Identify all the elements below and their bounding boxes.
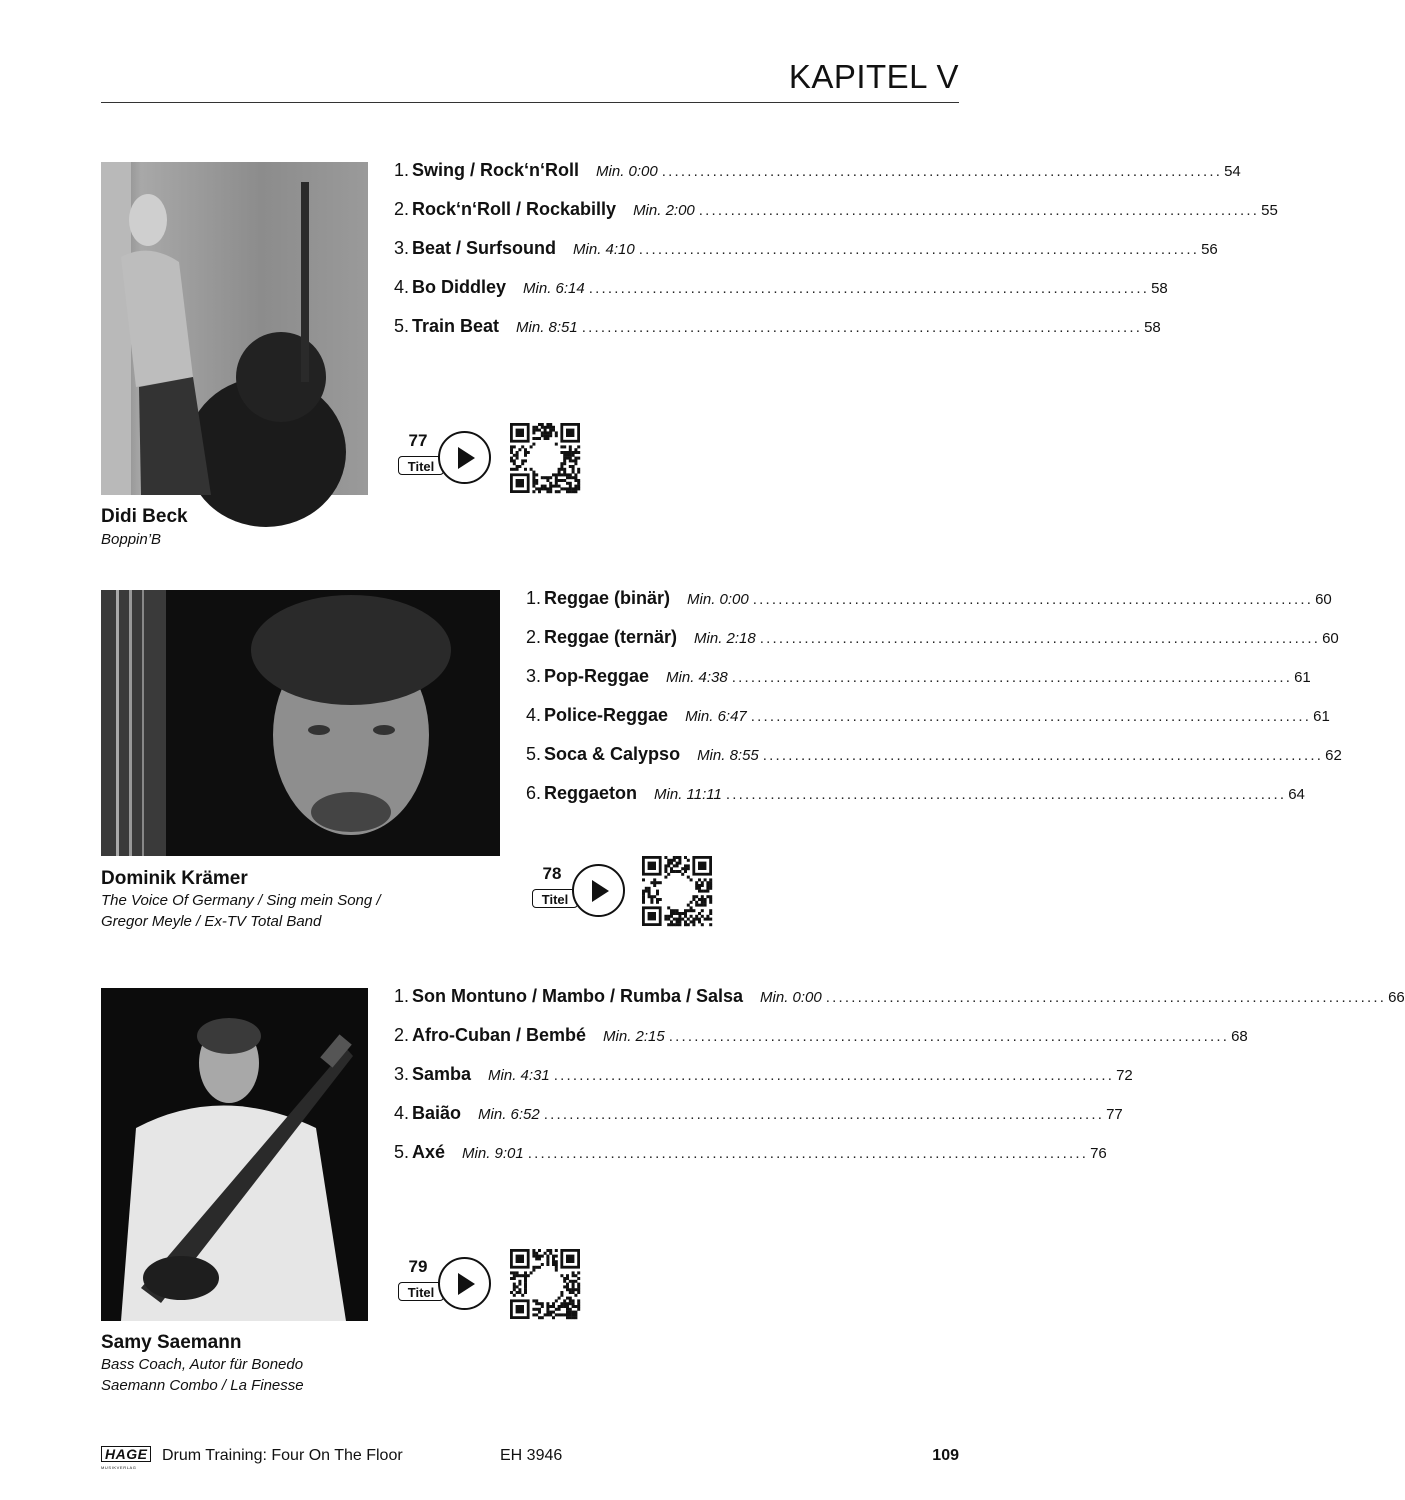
photo-dominik-kraemer [101,590,500,856]
dot-leader: ........................................................................................ [825,989,1387,1006]
track-item[interactable] [394,986,1405,1007]
person-name: Dominik Krämer [101,868,248,889]
track-title: Reggae (ternär) [544,627,678,647]
page-ref: 76 [1090,1145,1107,1162]
dot-leader: ........................................................................................ [638,241,1200,258]
photo-didi-beck [101,162,368,495]
track-item[interactable] [526,666,1311,687]
track-title: Soca & Calypso [544,744,681,764]
track-number: 1. [394,160,410,180]
page-ref: 58 [1151,280,1168,297]
track-title: Police-Reggae [544,705,669,725]
audio-player-button[interactable] [398,431,494,487]
track-number: 3. [526,666,542,686]
track-time: Min. 9:01 [462,1145,524,1162]
track-title: Son Montuno / Mambo / Rumba / Salsa [412,986,744,1006]
role-line: Boppin’B [101,531,162,548]
track-time: Min. 4:38 [666,669,728,686]
publisher-logo [101,1446,153,1468]
track-time: Min. 6:14 [523,280,585,297]
dot-leader: ........................................................................................ [698,202,1260,219]
role-line: Bass Coach, Autor für Bonedo [101,1356,304,1373]
track-number: 5. [394,1142,410,1162]
track-time: Min. 8:51 [516,319,578,336]
titel-badge: Titel [398,1282,444,1301]
play-icon[interactable] [438,1257,491,1310]
track-item[interactable] [526,783,1305,804]
qr-code[interactable] [642,856,712,926]
page-number: 109 [932,1447,959,1464]
track-item[interactable] [394,316,1161,337]
role-line: Gregor Meyle / Ex-TV Total Band [101,913,322,930]
page-ref: 72 [1116,1067,1133,1084]
audio-player-button[interactable] [398,1257,494,1313]
photo-samy-saemann [101,988,368,1321]
dot-leader: ........................................................................................ [543,1106,1105,1123]
track-item[interactable] [526,588,1332,609]
track-title: Samba [412,1064,472,1084]
track-number: 5. [394,316,410,336]
track-count: 78 [542,864,562,883]
titel-badge: Titel [532,889,578,908]
qr-code[interactable] [510,423,580,493]
chapter-title: KAPITEL V [788,58,959,95]
play-icon[interactable] [438,431,491,484]
track-title: Train Beat [412,316,500,336]
page-ref: 61 [1294,669,1311,686]
track-title: Reggaeton [544,783,638,803]
page-ref: 61 [1313,708,1330,725]
dot-leader: ........................................................................................ [731,669,1293,686]
audio-player-button[interactable] [532,864,628,920]
track-item[interactable] [394,277,1168,298]
track-list [394,156,1278,356]
track-count: 77 [408,431,428,450]
track-time: Min. 6:52 [478,1106,540,1123]
track-number: 4. [394,277,410,297]
track-number: 5. [526,744,542,764]
track-number: 3. [394,238,410,258]
track-title: Pop-Reggae [544,666,650,686]
page-ref: 66 [1388,989,1405,1006]
dot-leader: ........................................................................................ [750,708,1312,725]
track-title: Rock‘n‘Roll / Rockabilly [412,199,617,219]
track-item[interactable] [394,199,1278,220]
track-number: 4. [526,705,542,725]
track-number: 1. [526,588,542,608]
track-title: Bo Diddley [412,277,507,297]
page-ref: 54 [1224,163,1241,180]
track-number: 4. [394,1103,410,1123]
track-number: 1. [394,986,410,1006]
logo-subtitle: MUSIKVERLAG [101,1465,137,1470]
track-title: Beat / Surfsound [412,238,557,258]
track-number: 6. [526,783,542,803]
track-time: Min. 4:10 [573,241,635,258]
logo-word: HAGE [101,1446,151,1462]
track-time: Min. 4:31 [488,1067,550,1084]
page-ref: 64 [1288,786,1305,803]
page-ref: 77 [1106,1106,1123,1123]
page-ref: 60 [1315,591,1332,608]
titel-badge: Titel [398,456,444,475]
page-ref: 62 [1325,747,1342,764]
track-count: 79 [408,1257,428,1276]
dot-leader: ........................................................................................ [759,630,1321,647]
track-item[interactable] [526,627,1339,648]
track-item[interactable] [394,1025,1248,1046]
track-title: Afro-Cuban / Bembé [412,1025,587,1045]
qr-code[interactable] [510,1249,580,1319]
track-list [526,584,1342,824]
person-name: Samy Saemann [101,1332,242,1353]
track-item[interactable] [526,744,1342,765]
person-role [101,1354,304,1396]
track-item[interactable] [394,1064,1133,1085]
dot-leader: ........................................................................................ [661,163,1223,180]
track-item[interactable] [394,238,1218,259]
track-time: Min. 0:00 [687,591,749,608]
dot-leader: ........................................................................................ [725,786,1287,803]
person-role [101,529,161,550]
page-ref: 55 [1261,202,1278,219]
person-name: Didi Beck [101,506,188,527]
dot-leader: ........................................................................................ [762,747,1324,764]
track-time: Min. 2:00 [633,202,695,219]
dot-leader: ........................................................................................ [553,1067,1115,1084]
track-time: Min. 6:47 [685,708,747,725]
book-title: Drum Training: Four On The Floor [162,1447,403,1464]
header-divider [101,102,959,103]
track-item[interactable] [394,1103,1123,1124]
track-time: Min. 8:55 [697,747,759,764]
track-number: 3. [394,1064,410,1084]
track-time: Min. 0:00 [596,163,658,180]
page-ref: 68 [1231,1028,1248,1045]
page-ref: 58 [1144,319,1161,336]
track-title: Reggae (binär) [544,588,671,608]
dot-leader: ........................................................................................ [752,591,1314,608]
dot-leader: ........................................................................................ [588,280,1150,297]
track-time: Min. 2:15 [603,1028,665,1045]
dot-leader: ........................................................................................ [527,1145,1089,1162]
page-ref: 60 [1322,630,1339,647]
dot-leader: ........................................................................................ [668,1028,1230,1045]
track-title: Baião [412,1103,462,1123]
track-number: 2. [394,199,410,219]
track-number: 2. [394,1025,410,1045]
person-role [101,890,381,932]
play-icon[interactable] [572,864,625,917]
track-time: Min. 0:00 [760,989,822,1006]
track-title: Axé [412,1142,446,1162]
track-item[interactable] [394,1142,1107,1163]
edition-code: EH 3946 [500,1447,563,1464]
page-ref: 56 [1201,241,1218,258]
track-item[interactable] [526,705,1330,726]
track-title: Swing / Rock‘n‘Roll [412,160,580,180]
track-list [394,982,1405,1182]
dot-leader: ........................................................................................ [581,319,1143,336]
track-time: Min. 11:11 [654,786,722,803]
track-item[interactable] [394,160,1241,181]
role-line: The Voice Of Germany / Sing mein Song / [101,892,381,909]
track-number: 2. [526,627,542,647]
track-time: Min. 2:18 [694,630,756,647]
role-line: Saemann Combo / La Finesse [101,1377,304,1394]
